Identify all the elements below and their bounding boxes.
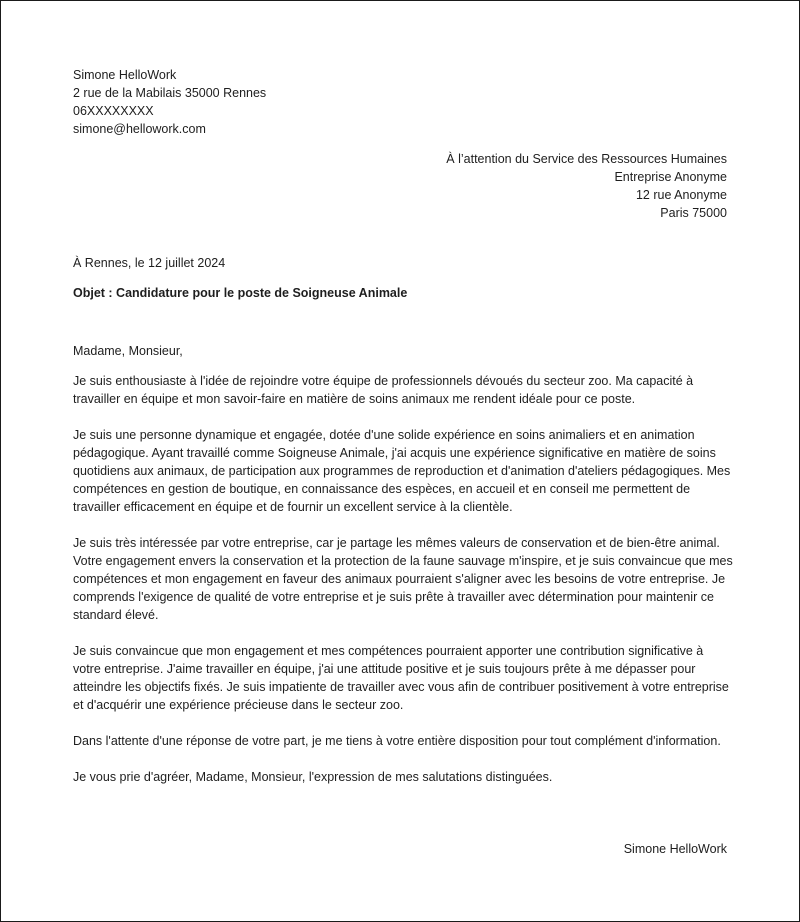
- letter-body: [73, 342, 733, 804]
- signature: Simone HelloWork: [623, 842, 727, 856]
- subject-line: Objet : Candidature pour le poste de Soigneuse Animale: [73, 286, 408, 300]
- recipient-attention: À l’attention du Service des Ressources Humaines: [446, 152, 727, 166]
- paragraph-motivation: Je suis très intéressée par votre entreprise, car je partage les mêmes valeurs de conservation et de bien-être animal. Votre engagement envers la conservation et la protection de la faune sauvage m'inspire, et je suis convaincue que mes compétences et mon engagement en faveur des animaux pourraient s'aligner avec les besoins de votre entreprise. Je comprends l'exigence de qualité de votre entreprise et je suis prête à travailler avec détermination pour maintenir ce standard élevé.: [73, 536, 733, 622]
- sender-block: [73, 66, 266, 138]
- date-line: À Rennes, le 12 juillet 2024: [73, 256, 226, 270]
- recipient-street: 12 rue Anonyme: [635, 188, 727, 202]
- paragraph-closing: Je vous prie d'agréer, Madame, Monsieur, l'expression de mes salutations distinguées.: [73, 770, 553, 784]
- salutation: Madame, Monsieur,: [73, 344, 183, 358]
- sender-email: simone@hellowork.com: [73, 122, 206, 136]
- paragraph-contribution: Je suis convaincue que mon engagement et mes compétences pourraient apporter une contribution significative à votre entreprise. J'aime travailler en équipe, j'ai une attitude positive et je suis toujours prête à me dépasser pour atteindre les objectifs fixés. Je suis impatiente de travailler avec vous afin de contribuer positivement à votre entreprise et d'acquérir une expérience précieuse dans le secteur zoo.: [73, 644, 729, 712]
- recipient-city: Paris 75000: [660, 206, 727, 220]
- sender-name: Simone HelloWork: [73, 68, 177, 82]
- sender-address: 2 rue de la Mabilais 35000 Rennes: [73, 86, 267, 100]
- paragraph-experience: Je suis une personne dynamique et engagée, dotée d'une solide expérience en soins animaliers et en animation pédagogique. Ayant travaillé comme Soigneuse Animale, j'ai acquis une expérience significative en matière de soins quotidiens aux animaux, de participation aux programmes de reproduction et d'animation d'ateliers pédagogiques. Mes compétences en gestion de boutique, en connaissance des espèces, en accueil et en conseil me permettent de travailler efficacement en équipe et de fournir un excellent service à la clientèle.: [73, 428, 731, 514]
- recipient-company: Entreprise Anonyme: [614, 170, 727, 184]
- sender-phone: 06XXXXXXXX: [73, 104, 154, 118]
- paragraph-intro: Je suis enthousiaste à l'idée de rejoindre votre équipe de professionnels dévoués du secteur zoo. Ma capacité à travailler en équipe et mon savoir-faire en matière de soins animaux me rendent idéale pour ce poste.: [73, 374, 694, 406]
- recipient-block: [446, 150, 727, 222]
- paragraph-availability: Dans l'attente d'une réponse de votre part, je me tiens à votre entière disposition pour tout complément d'information.: [73, 734, 721, 748]
